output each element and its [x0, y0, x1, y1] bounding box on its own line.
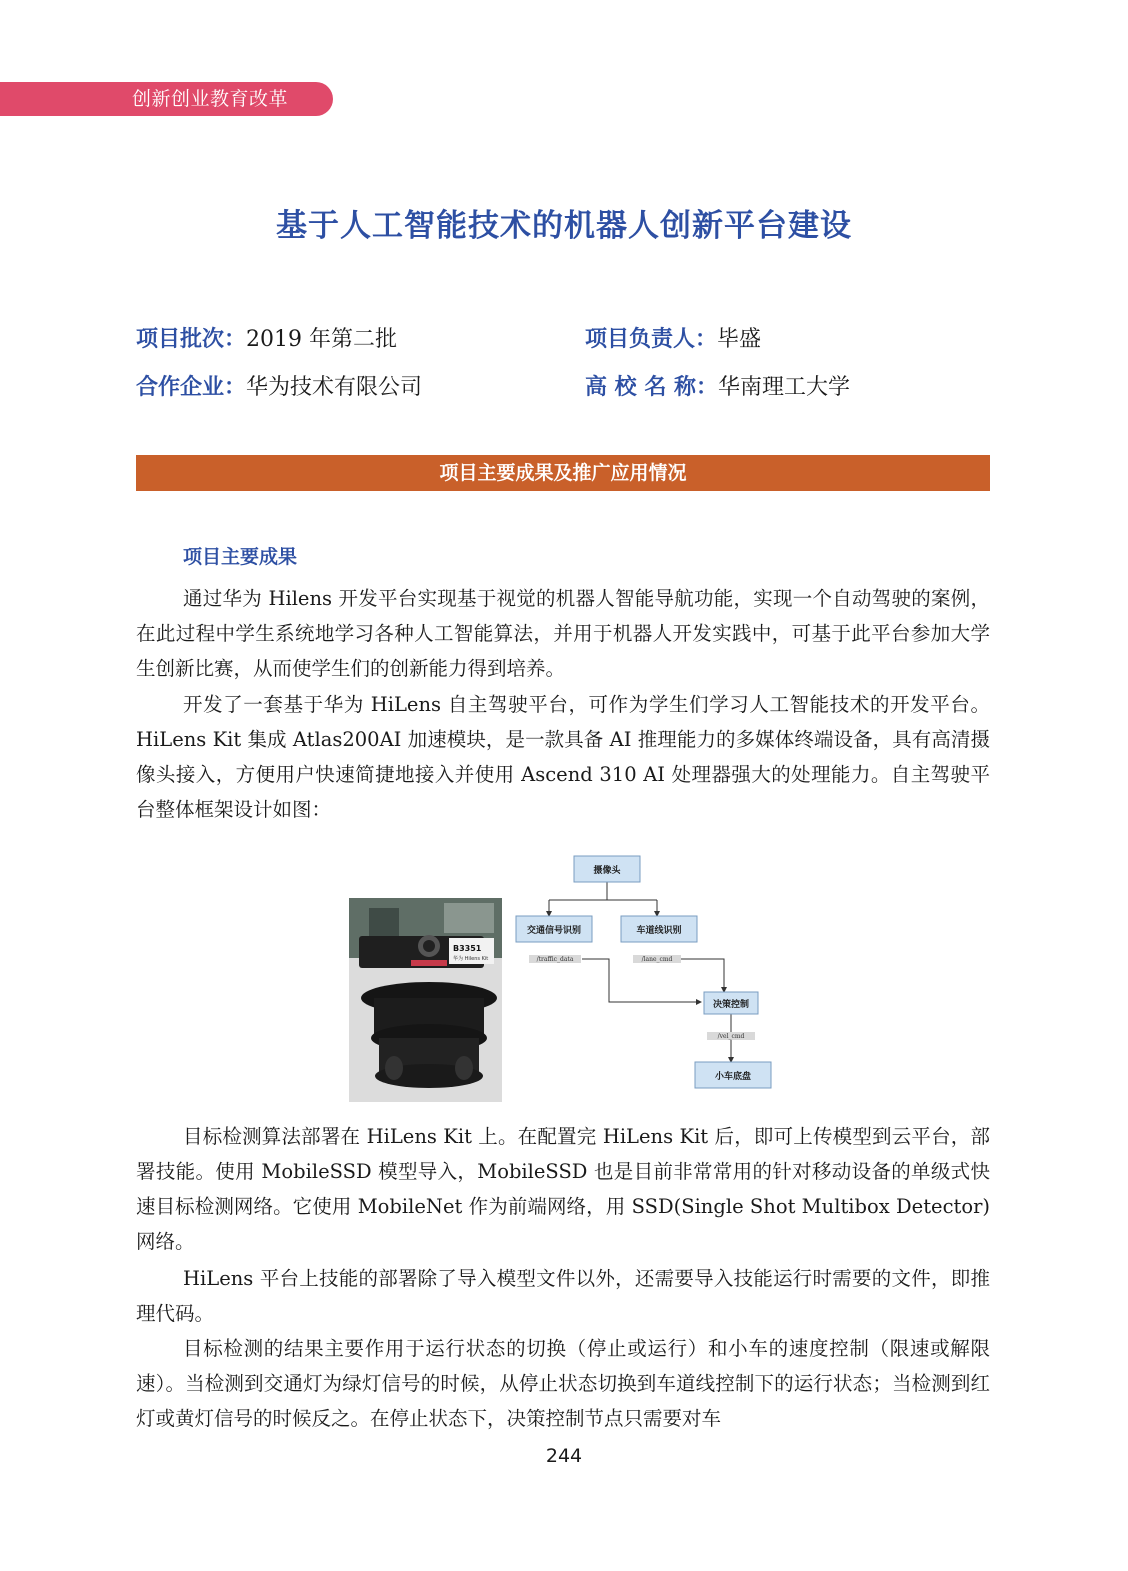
section-tab: 创新创业教育改革: [0, 82, 333, 116]
subheading: 项目主要成果: [183, 546, 298, 568]
leader-value: 毕盛: [717, 327, 762, 352]
section-bar: 项目主要成果及推广应用情况: [136, 455, 990, 491]
company-value: 华为技术有限公司: [246, 375, 423, 400]
batch-value: 2019 年第二批: [246, 327, 397, 352]
edge-label-traffic: /traffic_data: [536, 956, 574, 963]
paragraph-2: 开发了一套基于华为 HiLens 自主驾驶平台，可作为学生们学习人工智能技术的开发平台。HiLens Kit 集成 Atlas200AI 加速模块，是一款具备 AI 推理能力的多媒体终端设备，具有高清摄像头接入，方便用户快速简捷地接入并使用 Ascend 310 AI 处理器强大的处理能力。自主驾驶平台整体框架设计如图：: [136, 693, 990, 821]
edge-label-vel: /vel_cmd: [717, 1033, 745, 1040]
meta-leader: [585, 322, 761, 353]
leader-label: 项目负责人：: [585, 327, 718, 352]
architecture-diagram: [505, 850, 795, 1095]
node-decision-label: 决策控制: [712, 1000, 750, 1010]
paragraph-4: HiLens 平台上技能的部署除了导入模型文件以外，还需要导入技能运行时需要的文件，即推理代码。: [136, 1267, 990, 1325]
photo-sublabel: 华为 Hilens Kit: [453, 956, 489, 962]
paragraph-3: 目标检测算法部署在 HiLens Kit 上。在配置完 HiLens Kit 后，即可上传模型到云平台，部署技能。使用 MobileSSD 模型导入，MobileSSD 也是目前非常常用的针对移动设备的单级式快速目标检测网络。它使用 MobileNet 作为前端网络，用 SSD(Single Shot Multibox Detector) 网络。: [136, 1125, 990, 1253]
school-value: 华南理工大学: [717, 375, 850, 400]
node-traffic-label: 交通信号识别: [526, 926, 582, 936]
node-lane-label: 车道线识别: [636, 926, 682, 936]
device-illustration: [349, 898, 502, 1102]
edge-label-lane: /lane_cmd: [641, 956, 673, 963]
hilens-device-photo: [349, 898, 502, 1102]
edge-camera-split: [549, 882, 657, 916]
paragraph-1: 通过华为 Hilens 开发平台实现基于视觉的机器人智能导航功能，实现一个自动驾驶的案例，在此过程中学生系统地学习各种人工智能算法，并用于机器人开发实践中，可基于此平台参加大学生创新比赛，从而使学生们的创新能力得到培养。: [136, 587, 990, 680]
company-label: 合作企业：: [136, 375, 247, 400]
page-number: 244: [545, 1445, 583, 1467]
node-camera-label: 摄像头: [593, 866, 621, 876]
edge-lane-decision: [680, 959, 724, 992]
meta-company: [136, 370, 422, 401]
meta-school: [585, 370, 850, 401]
batch-label: 项目批次：: [136, 327, 247, 352]
edge-traffic-decision: [582, 959, 701, 1002]
meta-batch: [136, 322, 397, 353]
node-chassis-label: 小车底盘: [714, 1072, 752, 1082]
page-title: 基于人工智能技术的机器人创新平台建设: [276, 208, 852, 244]
paragraph-5: 目标检测的结果主要作用于运行状态的切换（停止或运行）和小车的速度控制（限速或解限速）。当检测到交通灯为绿灯信号的时候，从停止状态切换到车道线控制下的运行状态；当检测到红灯或黄灯信号的时候反之。在停止状态下，决策控制节点只需要对车: [136, 1337, 990, 1430]
photo-label: B3351: [453, 944, 482, 953]
school-label: 高 校 名 称：: [585, 375, 718, 400]
